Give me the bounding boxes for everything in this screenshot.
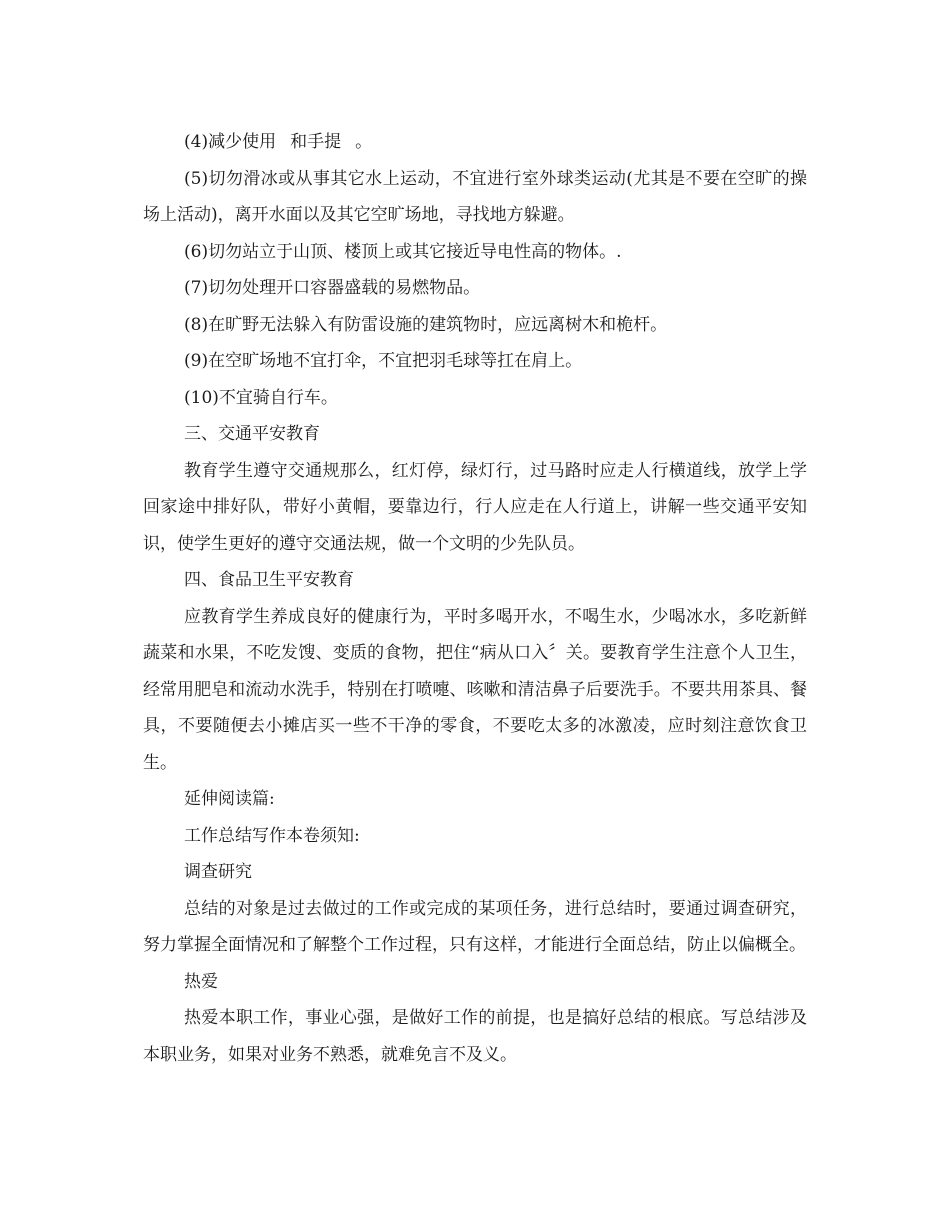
document-body xyxy=(143,124,807,1073)
paragraph-traffic-safety: 教育学生遵守交通规那么，红灯停，绿灯行，过马路时应走人行横道线，放学上学回家途中排好队，带好小黄帽，要靠边行，行人应走在人行道上，讲解一些交通平安知识，使学生更好的遵守交通法规，做一个文明的少先队员。 xyxy=(143,460,807,554)
paragraph-item-7: (7)切勿处理开口容器盛载的易燃物品。 xyxy=(184,278,481,298)
section-heading-traffic-safety: 三、交通平安教育 xyxy=(184,424,320,444)
paragraph-food-safety: 应教育学生养成良好的健康行为，平时多喝开水，不喝生水，少喝冰水，多吃新鲜蔬菜和水果，不吃发馊、变质的食物，把住“病从口入〞关。要教育学生注意个人卫生，经常用肥皂和流动水洗手，特别在打喷嚏、咳嗽和清洁鼻子后要洗手。不要共用茶具、餐具，不要随便去小摊店买一些不干净的零食，不要吃太多的冰激凌，应时刻注意饮食卫生。 xyxy=(143,606,807,773)
paragraph-item-10: (10)不宜骑自行车。 xyxy=(184,387,338,408)
paragraph-item-8: (8)在旷野无法躲入有防雷设施的建筑物时，应远离树木和桅杆。 xyxy=(184,314,668,335)
paragraph-research: 总结的对象是过去做过的工作或完成的某项任务，进行总结时，要通过调查研究，努力掌握全面情况和了解整个工作过程，只有这样，才能进行全面总结，防止以偏概全。 xyxy=(143,898,807,955)
section-heading-food-safety: 四、食品卫生平安教育 xyxy=(184,570,354,590)
paragraph-item-5: (5)切勿滑冰或从事其它水上运动，不宜进行室外球类运动(尤其是不要在空旷的操场上活动)，离开水面以及其它空旷场地，寻找地方躲避。 xyxy=(143,168,807,225)
paragraph-item-9: (9)在空旷场地不宜打伞，不宜把羽毛球等扛在肩上。 xyxy=(184,351,583,371)
extended-reading-label: 延伸阅读篇: xyxy=(184,789,275,809)
subheading-passion: 热爱 xyxy=(184,971,218,992)
paragraph-passion: 热爱本职工作，事业心强，是做好工作的前提，也是搞好总结的根底。写总结涉及本职业务，如果对业务不熟悉，就难免言不及义。 xyxy=(143,1008,807,1065)
paragraph-item-4-part3: 。 xyxy=(355,132,373,152)
paragraph-item-6: (6)切勿站立于山顶、楼顶上或其它接近导电性高的物体。. xyxy=(184,241,622,262)
summary-notes-title: 工作总结写作本卷须知: xyxy=(184,825,360,846)
paragraph-item-4-part2: 和手提 xyxy=(290,132,342,152)
paragraph-item-4 xyxy=(143,124,807,161)
subheading-research: 调查研究 xyxy=(184,862,252,882)
paragraph-item-4-part1: (4)减少使用 xyxy=(184,132,277,152)
